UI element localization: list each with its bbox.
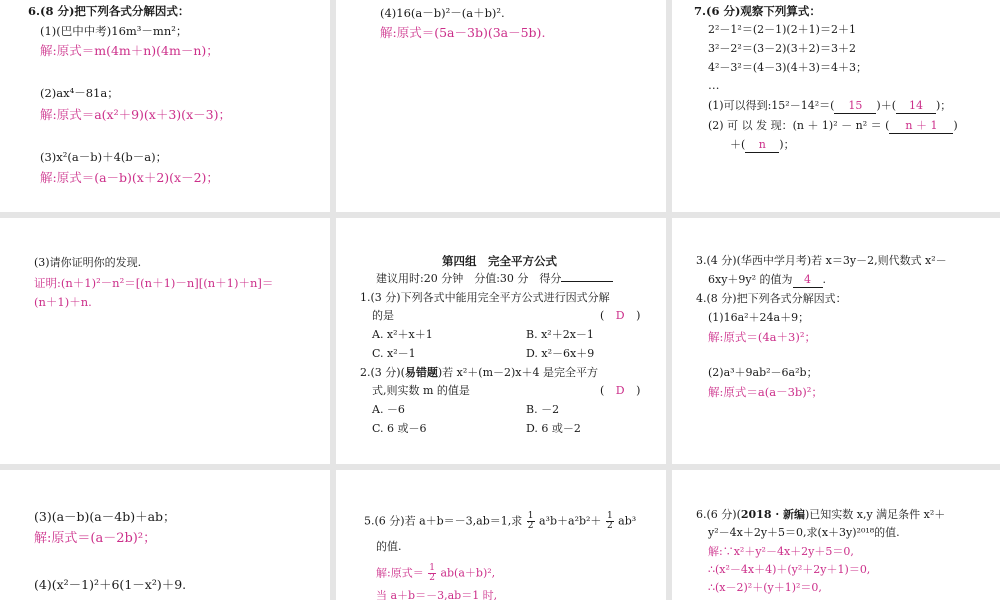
blank-answer-14: 14 bbox=[896, 99, 936, 114]
question-2-line-1 bbox=[360, 366, 598, 380]
q4-answer-1: 解:原式＝(4a＋3)²； bbox=[708, 330, 816, 344]
question-6-heading: 6.(8 分)把下列各式分解因式： bbox=[28, 4, 190, 18]
q5-answer-1-text: 解:原式＝ bbox=[376, 566, 424, 580]
option-2b: B. －2 bbox=[526, 403, 560, 416]
q4-item-1: (1)16a²＋24a＋9； bbox=[708, 311, 810, 324]
q6-answer-2: ∴(x²－4x＋4)＋(y²＋2y＋1)＝0, bbox=[708, 563, 871, 576]
question-1-answer: ( D ) bbox=[600, 309, 641, 322]
answer-3: 解:原式＝(a－b)(x＋2)(x－2)； bbox=[40, 170, 219, 185]
q6-answer-3: ∴(x－2)²＋(y＋1)²＝0, bbox=[708, 581, 822, 594]
question-3-text: 6xy＋9y² 的值为 bbox=[708, 273, 793, 286]
question-6-text: )已知实数 x,y 满足条件 x²＋ bbox=[804, 508, 946, 521]
question-6-line-1 bbox=[696, 508, 945, 522]
question-1-line-1: 1.(3 分)下列各式中能用完全平方公式进行因式分解 bbox=[360, 291, 610, 304]
question-6-line-2: y²－4x＋2y＋5＝0,求(x＋3y)²⁰¹⁸的值. bbox=[708, 526, 900, 539]
q4-item-4: (4)(x²－1)²＋6(1－x²)＋9. bbox=[34, 577, 187, 592]
fraction-numerator: 1 bbox=[606, 511, 613, 521]
equation-row-3: 4²－3²＝(4－3)(4＋3)＝4＋3； bbox=[708, 61, 867, 74]
sub-question-2-cont bbox=[730, 138, 795, 153]
sub-question-2-text: (2) 可 以 发 现：(n ＋ 1)² － n² ＝ ( bbox=[708, 119, 890, 132]
q5-answer-2: 当 a＋b＝－3,ab＝1 时, bbox=[376, 589, 498, 600]
question-5-line-1 bbox=[364, 512, 636, 531]
question-6-tag: 2018 · 新编 bbox=[740, 508, 805, 521]
proof-question: (3)请你证明你的发现. bbox=[34, 256, 142, 269]
question-4-heading: 4.(8 分)把下列各式分解因式： bbox=[696, 292, 847, 305]
question-5-line-2: 的值. bbox=[376, 540, 402, 553]
option-1d: D. x²－6x＋9 bbox=[526, 347, 595, 360]
question-2-answer: ( D ) bbox=[600, 384, 641, 397]
option-1a: A. x²＋x＋1 bbox=[372, 328, 433, 341]
item-1: (1)(巴中中考)16m³－mn²； bbox=[40, 24, 188, 38]
sub-question-2-cont-end: )； bbox=[779, 138, 795, 151]
sub-question-2 bbox=[708, 119, 958, 134]
ellipsis: … bbox=[708, 78, 720, 92]
question-2-answer-value: D bbox=[615, 384, 625, 397]
question-7-heading: 7.(6 分)观察下列算式： bbox=[694, 4, 821, 18]
panel-q5 bbox=[336, 470, 666, 600]
panel-q3-q4 bbox=[672, 218, 1000, 464]
question-2-text: )若 x²＋(m－2)x＋4 是完全平方 bbox=[437, 366, 598, 379]
question-1-answer-value: D bbox=[615, 309, 625, 322]
question-6-prefix: 6.(6 分)( bbox=[696, 508, 741, 521]
q4-item-3: (3)(a－b)(a－4b)＋ab； bbox=[34, 509, 176, 524]
sub-question-1-end: )； bbox=[936, 99, 952, 112]
fraction-denominator: 2 bbox=[429, 573, 435, 583]
item-4: (4)16(a－b)²－(a＋b)². bbox=[380, 6, 505, 20]
question-3-line-2 bbox=[708, 273, 826, 288]
option-2a: A. －6 bbox=[372, 403, 405, 416]
answer-2: 解:原式＝a(x²＋9)(x＋3)(x－3)； bbox=[40, 107, 231, 122]
option-2c: C. 6 或－6 bbox=[372, 422, 427, 435]
panel-q4-parts-3-4 bbox=[0, 470, 330, 600]
q5-answer-1 bbox=[376, 564, 495, 583]
section-meta bbox=[376, 272, 613, 286]
blank-answer-n: n bbox=[745, 138, 779, 153]
fraction-numerator: 1 bbox=[527, 511, 534, 521]
option-2d: D. 6 或－2 bbox=[526, 422, 581, 435]
panel-q7-proof bbox=[0, 218, 330, 464]
sub-question-2-cont-text: ＋( bbox=[730, 138, 746, 151]
item-3: (3)x²(a－b)＋4(b－a)； bbox=[40, 150, 168, 164]
sub-question-2-end: ) bbox=[953, 119, 958, 132]
panel-q6-factorize bbox=[0, 0, 330, 212]
score-blank bbox=[561, 281, 613, 282]
option-1c: C. x²－1 bbox=[372, 347, 416, 360]
question-5-end: ab³ bbox=[618, 514, 637, 528]
question-3-answer: 4 bbox=[793, 273, 823, 288]
fraction-one-half bbox=[428, 564, 436, 583]
panel-q6-part4 bbox=[336, 0, 666, 212]
section-title: 第四组 完全平方公式 bbox=[442, 254, 557, 268]
question-1-line-2: 的是 bbox=[372, 309, 394, 322]
q6-answer-1: 解:∵x²＋y²－4x＋2y＋5＝0, bbox=[708, 545, 854, 558]
q4-answer-3: 解:原式＝(a－2b)²； bbox=[34, 531, 157, 546]
fraction-denominator: 2 bbox=[527, 521, 534, 531]
panel-q6-new bbox=[672, 470, 1000, 600]
q4-answer-2: 解:原式＝a(a－3b)²； bbox=[708, 385, 823, 399]
question-5-mid: a³b＋a²b²＋ bbox=[539, 514, 602, 528]
equation-row-1: 2²－1²＝(2－1)(2＋1)＝2＋1 bbox=[708, 23, 856, 36]
q4-item-2: (2)a³＋9ab²－6a²b； bbox=[708, 366, 818, 379]
proof-answer-line-1: 证明:(n＋1)²－n²＝[(n＋1)－n][(n＋1)＋n]＝ bbox=[34, 276, 274, 290]
blank-answer-15: 15 bbox=[834, 99, 876, 114]
question-2-tag: 易错题 bbox=[404, 366, 438, 379]
equation-row-2: 3²－2²＝(3－2)(3＋2)＝3＋2 bbox=[708, 42, 856, 55]
section-meta-text: 建议用时:20 分钟 分值:30 分 得分 bbox=[376, 272, 562, 285]
q5-answer-1-end: ab(a＋b)², bbox=[440, 566, 496, 580]
question-3-line-1: 3.(4 分)(华西中学月考)若 x＝3y－2,则代数式 x²－ bbox=[696, 254, 947, 267]
question-2-line-2: 式,则实数 m 的值是 bbox=[372, 384, 470, 397]
fraction-one-half bbox=[606, 512, 614, 531]
item-2: (2)ax⁴－81a； bbox=[40, 86, 119, 100]
proof-answer-line-2: (n＋1)＋n. bbox=[34, 295, 92, 309]
sub-question-1-text: (1)可以得到:15²－14²＝( bbox=[708, 99, 835, 112]
fraction-numerator: 1 bbox=[429, 563, 435, 573]
answer-4: 解:原式＝(5a－3b)(3a－5b). bbox=[380, 25, 546, 40]
sub-question-1-mid: )＋( bbox=[876, 99, 896, 112]
panel-group-4 bbox=[336, 218, 666, 464]
question-2-prefix: 2.(3 分)( bbox=[360, 366, 405, 379]
fraction-one-half bbox=[527, 512, 535, 531]
answer-1: 解:原式＝m(4m＋n)(4m－n)； bbox=[40, 43, 219, 58]
option-1b: B. x²＋2x－1 bbox=[526, 328, 594, 341]
question-3-end: . bbox=[822, 273, 827, 286]
blank-answer-n-plus-1: n ＋ 1 bbox=[889, 119, 953, 134]
panel-q7-observe bbox=[672, 0, 1000, 212]
sub-question-1 bbox=[708, 99, 951, 114]
fraction-denominator: 2 bbox=[606, 521, 613, 531]
question-5-text: 5.(6 分)若 a＋b＝－3,ab＝1,求 bbox=[364, 514, 523, 528]
